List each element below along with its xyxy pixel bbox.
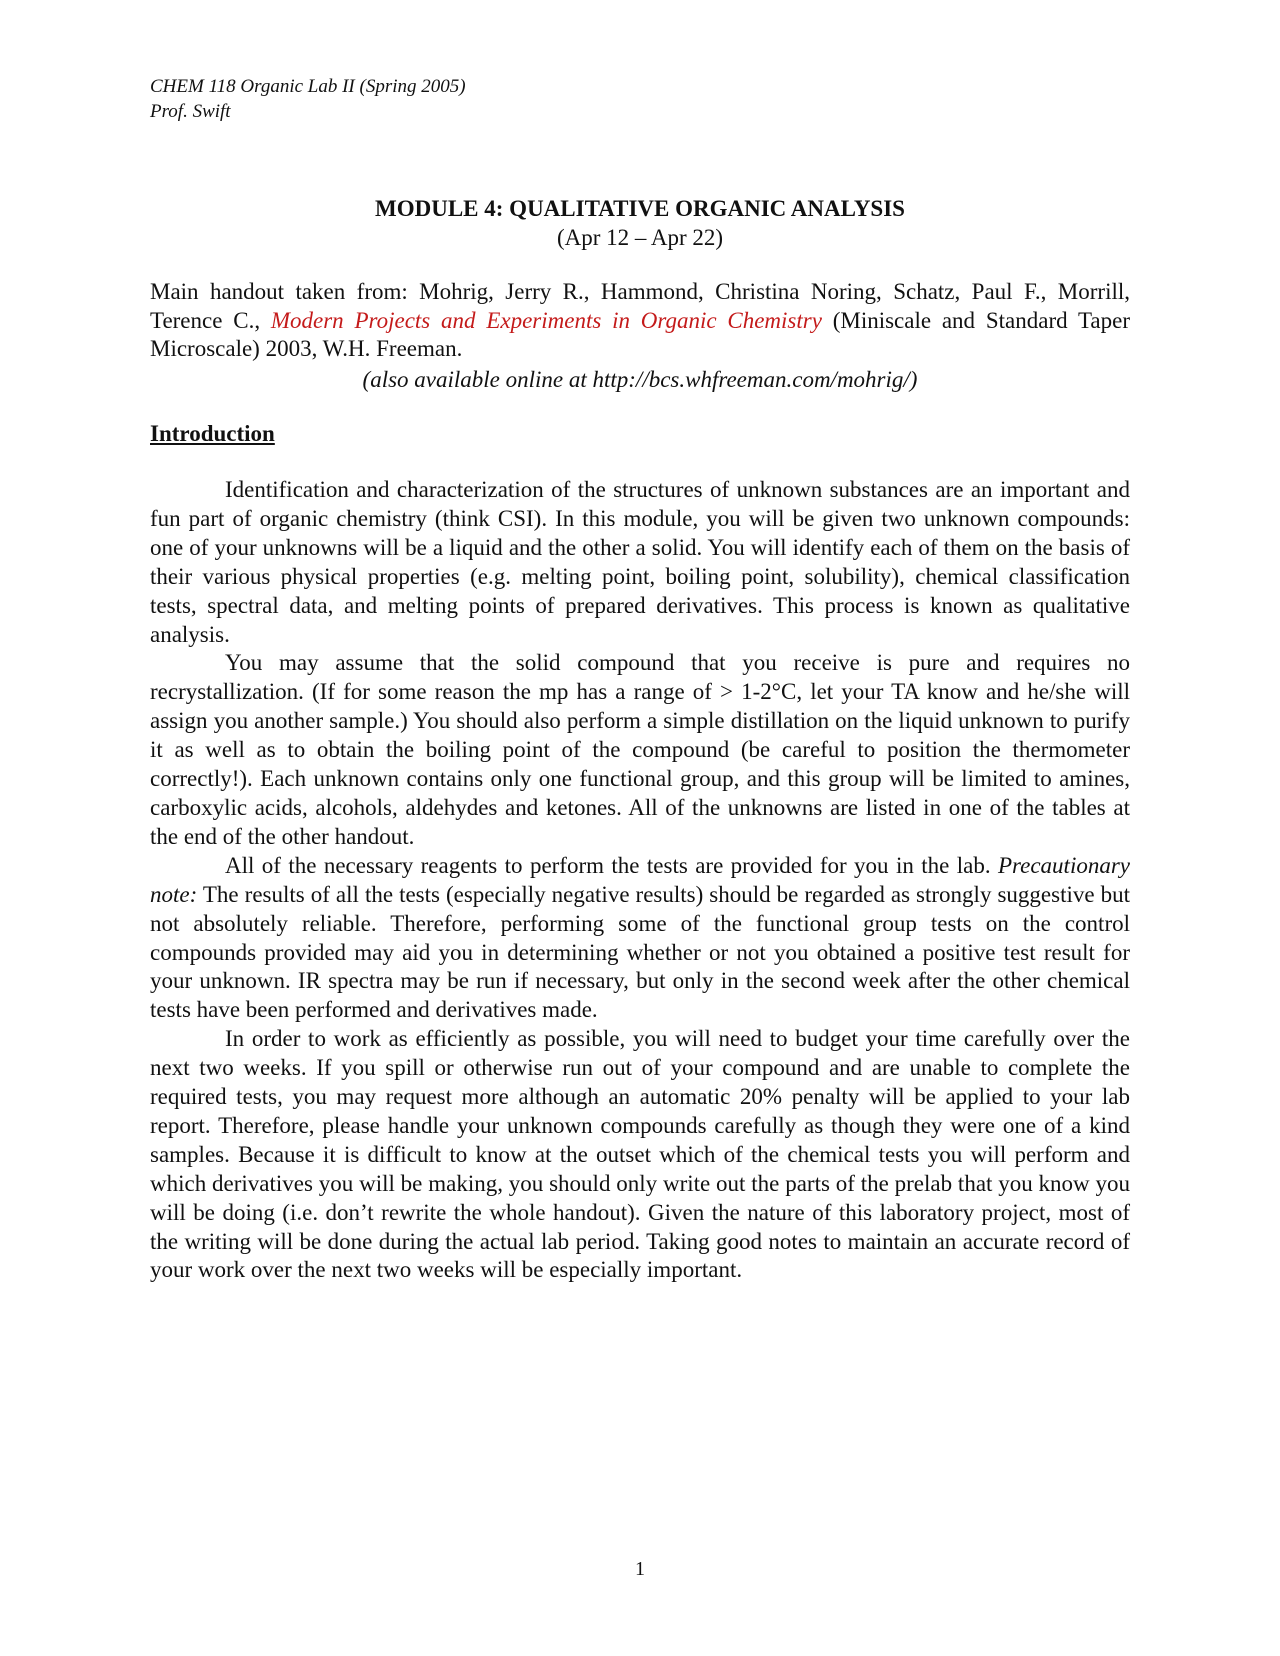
module-dates: (Apr 12 – Apr 22) <box>556 225 724 250</box>
citation-prefix: Main handout taken from: Mohrig, Jerry R., Hammond, Christina Noring, Schatz, Paul F., Morrill, Terence C., <box>150 279 1130 333</box>
book-title: Modern Projects and Experiments in Organic Chemistry <box>270 307 822 333</box>
paragraph-3 <box>150 852 1130 1025</box>
course-line: CHEM 118 Organic Lab II (Spring 2005) <box>150 76 466 97</box>
source-citation <box>150 278 1130 364</box>
online-note: (also available online at http://bcs.whfreeman.com/mohrig/) <box>362 367 918 392</box>
title-block <box>150 194 1130 252</box>
document-page <box>150 0 1130 1656</box>
module-title: MODULE 4: QUALITATIVE ORGANIC ANALYSIS <box>375 196 905 221</box>
professor-line: Prof. Swift <box>150 101 231 122</box>
citation-suffix: (Miniscale and Standard Taper Microscale) 2003, W.H. Freeman. <box>150 307 1130 361</box>
introduction-heading: Introduction <box>150 421 275 446</box>
precautionary-note-label: Precautionary note: <box>150 852 1130 907</box>
paragraph-2: You may assume that the solid compound that you receive is pure and requires no recrystallization. (If for some reason the mp has a range of > 1-2°C, let your TA know and he/she will assign you another sample.) You should also perform a simple distillation on the liquid unknown to purify it as well as to obtain the boiling point of the compound (be careful to position the thermometer correctly!). Each unknown contains only one functional group, and this group will be limited to amines, carboxylic acids, alcohols, aldehydes and ketones. All of the unknowns are listed in one of the tables at the end of the other handout. <box>150 650 1130 849</box>
paragraph-3-lead: All of the necessary reagents to perform the tests are provided for you in the lab. <box>225 852 998 878</box>
paragraph-1: Identification and characterization of the structures of unknown substances are an important and fun part of organic chemistry (think CSI). In this module, you will be given two unknown compounds: one of your unknowns will be a liquid and the other a solid. You will identify each of them on the basis of their various physical properties (e.g. melting point, boiling point, solubility), chemical classification tests, spectral data, and melting points of prepared derivatives. This process is known as qualitative analysis. <box>150 477 1130 647</box>
paragraph-3-rest: The results of all the tests (especially negative results) should be regarded as strongly suggestive but not absolutely reliable. Therefore, performing some of the functional group tests on the control compounds provided may aid you in determining whether or not you obtained a positive test result for your unknown. IR spectra may be run if necessary, but only in the second week after the other chemical tests have been performed and derivatives made. <box>150 881 1130 1023</box>
document-header <box>150 74 466 124</box>
page-number: 1 <box>635 1558 645 1580</box>
introduction-body <box>150 476 1130 1285</box>
paragraph-4: In order to work as efficiently as possible, you will need to budget your time carefully over the next two weeks. If you spill or otherwise run out of your compound and are unable to complete the required tests, you may request more although an automatic 20% penalty will be applied to your lab report. Therefore, please handle your unknown compounds carefully as though they were one of a kind samples. Because it is difficult to know at the outset which of the chemical tests you will perform and which derivatives you will be making, you should only write out the parts of the prelab that you know you will be doing (i.e. don’t rewrite the whole handout). Given the nature of this laboratory project, most of the writing will be done during the actual lab period. Taking good notes to maintain an accurate record of your work over the next two weeks will be especially important. <box>150 1026 1130 1283</box>
